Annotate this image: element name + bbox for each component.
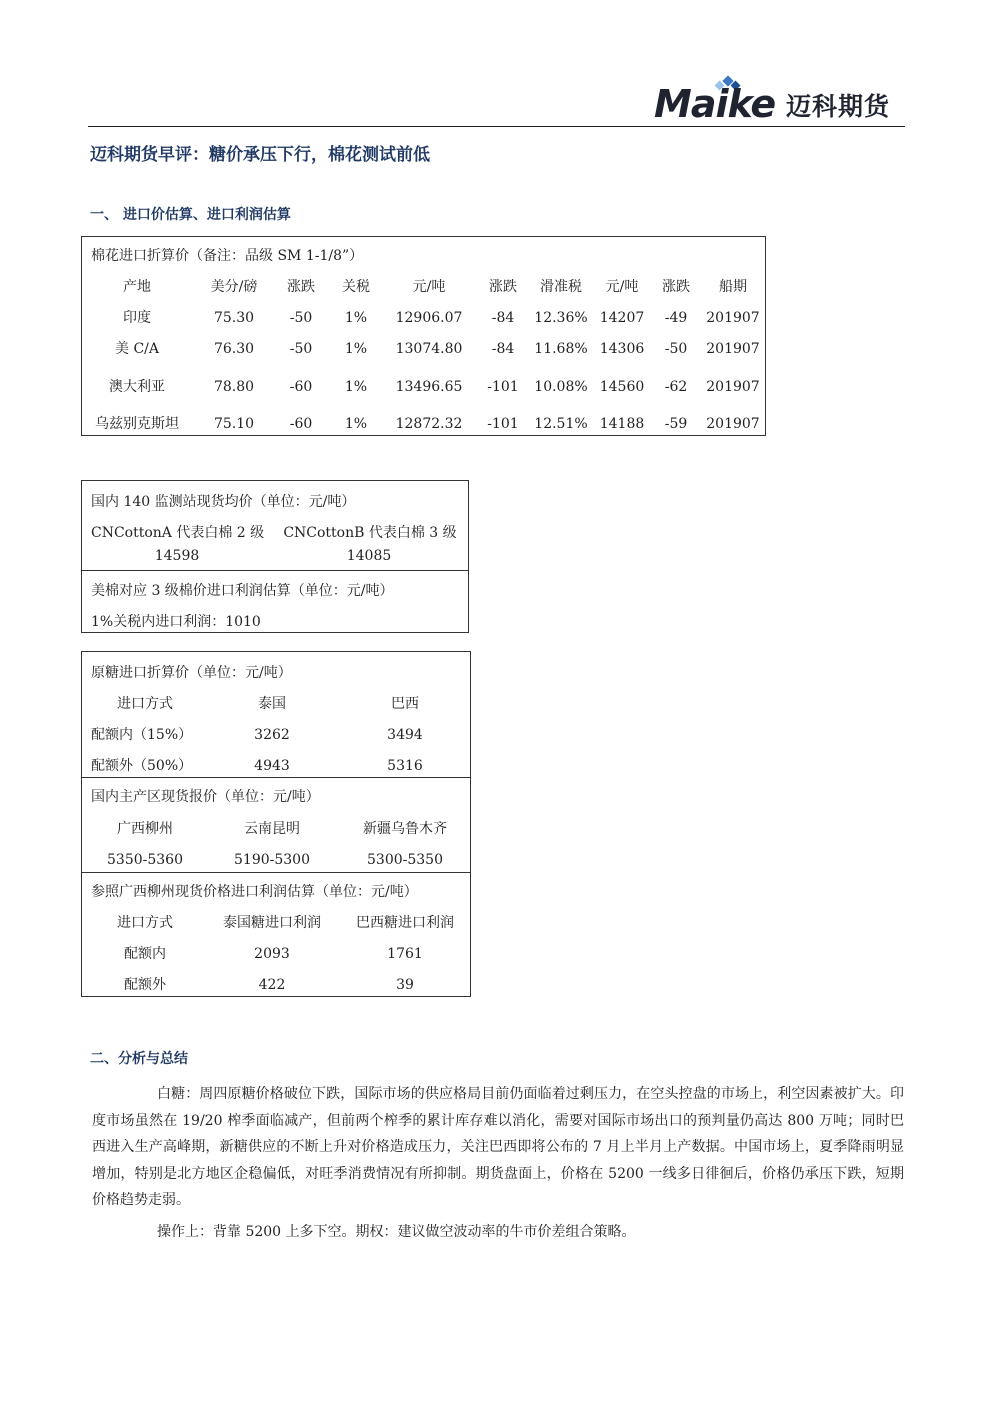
sugar-import-title: 原糖进口折算价（单位：元/吨）: [91, 665, 292, 681]
cell-tariff: 1%: [344, 379, 368, 395]
col-header-brazil-profit: 巴西糖进口利润: [356, 915, 454, 931]
col-header-yuan: 元/吨: [412, 279, 446, 295]
cell-thailand: 3262: [254, 727, 290, 743]
cncotton-b-label: CNCottonB 代表白棉 3 级: [283, 525, 457, 541]
cell-shipment: 201907: [706, 341, 760, 357]
cell-import-mode: 配额外: [124, 977, 166, 993]
col-header-shipment: 船期: [719, 279, 747, 295]
logo-wordmark: Maike: [654, 82, 776, 126]
cell-change: -50: [289, 310, 313, 326]
cell-brazil-profit: 1761: [387, 946, 423, 962]
cell-change2: -84: [491, 341, 515, 357]
sugar-spot-header-row: [82, 818, 470, 840]
section-heading-import: 一、 进口价估算、进口利润估算: [90, 207, 291, 223]
cncotton-a-value: 14598: [154, 548, 200, 564]
col-header-import-mode: 进口方式: [117, 696, 173, 712]
cell-origin: 乌兹别克斯坦: [95, 416, 179, 432]
sugar-profit-title: 参照广西柳州现货价格进口利润估算（单位：元/吨）: [91, 884, 418, 900]
cell-brazil: 5316: [387, 758, 423, 774]
col-header-brazil: 巴西: [391, 696, 419, 712]
col-header-origin: 产地: [123, 279, 151, 295]
cell-change: -60: [289, 416, 313, 432]
cell-sliding-tax: 12.36%: [534, 310, 588, 326]
cell-sliding-tax: 12.51%: [534, 416, 588, 432]
cell-origin: 澳大利亚: [109, 379, 165, 395]
table-row: [82, 376, 765, 398]
cell-change: -50: [289, 341, 313, 357]
table-row: [82, 849, 470, 871]
sugar-table: [81, 651, 471, 997]
table-row: [82, 974, 470, 996]
cell-shipment: 201907: [706, 416, 760, 432]
cell-yuan2: 14207: [599, 310, 645, 326]
cell-change3: -59: [664, 416, 688, 432]
col-header-thai-profit: 泰国糖进口利润: [223, 915, 321, 931]
cell-change2: -101: [487, 379, 519, 395]
cell-import-mode: 配额内（15%）: [91, 727, 193, 743]
col-header-thailand: 泰国: [258, 696, 286, 712]
cell-yuan2: 14188: [599, 416, 645, 432]
cell-sliding-tax: 11.68%: [534, 341, 588, 357]
cotton-import-header-row: [82, 276, 765, 298]
cell-tariff: 1%: [344, 341, 368, 357]
cell-brazil: 3494: [387, 727, 423, 743]
operation-paragraph: 操作上：背靠 5200 上多下空。期权：建议做空波动率的牛市价差组合策略。: [157, 1224, 636, 1240]
cell-sliding-tax: 10.08%: [534, 379, 588, 395]
cell-yuan2: 14560: [599, 379, 645, 395]
page-title: 迈科期货早评：糖价承压下行，棉花测试前低: [90, 145, 430, 165]
cncotton-a-label: CNCottonA 代表白棉 2 级: [91, 525, 265, 541]
domestic-cotton-table: [81, 480, 469, 633]
domestic-cotton-title: 国内 140 监测站现货均价（单位：元/吨）: [91, 494, 356, 510]
table-row: [82, 307, 765, 329]
table-row: [82, 724, 470, 746]
cell-thai-profit: 2093: [254, 946, 290, 962]
cell-import-mode: 配额内: [124, 946, 166, 962]
table-row: [82, 943, 470, 965]
cell-change3: -62: [664, 379, 688, 395]
table-row: [82, 413, 765, 435]
cell-thai-profit: 422: [258, 977, 286, 993]
cell-yuan: 13496.65: [395, 379, 463, 395]
cell-origin: 美 C/A: [115, 341, 159, 357]
cell-change2: -84: [491, 310, 515, 326]
col-header-change2: 涨跌: [489, 279, 517, 295]
cell-origin: 印度: [123, 310, 151, 326]
cell-shipment: 201907: [706, 310, 760, 326]
col-header-yunnan: 云南昆明: [244, 821, 300, 837]
cell-change3: -50: [664, 341, 688, 357]
cell-tariff: 1%: [344, 310, 368, 326]
table-row: [82, 755, 470, 777]
cell-yuan: 13074.80: [395, 341, 463, 357]
col-header-change3: 涨跌: [662, 279, 690, 295]
cell-thailand: 4943: [254, 758, 290, 774]
cell-import-mode: 配额外（50%）: [91, 758, 193, 774]
table-divider: [82, 570, 468, 571]
cell-xinjiang: 5300-5350: [367, 852, 443, 868]
cell-yunnan: 5190-5300: [234, 852, 310, 868]
cotton-import-table: [81, 236, 766, 436]
cotton-profit-value: 1%关税内进口利润：1010: [91, 614, 261, 630]
table-row: [82, 338, 765, 360]
col-header-tariff: 关税: [342, 279, 370, 295]
analysis-paragraph: 白糖：周四原糖价格破位下跌，国际市场的供应格局目前仍面临着过剩压力，在空头控盘的市场上，利空因素被扩大。印度市场虽然在 19/20 榨季面临减产，但前两个榨季的累计库存难以消化，需要对国际市场出口的预判量仍高达 800 万吨；同时巴西进入生产高峰期，新糖供应的不断上升对价格造成压力，关注巴西即将公布的 7 月上半月上产数据。中国市场上，夏季降雨明显增加，特别是北方地区企稳偏低，对旺季消费情况有所抑制。期货盘面上，价格在 5200 一线多日徘徊后，价格仍承压下跌，短期价格趋势走弱。: [92, 1086, 904, 1208]
maike-logo: [650, 74, 910, 124]
cell-tariff: 1%: [344, 416, 368, 432]
cell-change2: -101: [487, 416, 519, 432]
col-header-import-mode: 进口方式: [117, 915, 173, 931]
sugar-import-header-row: [82, 693, 470, 715]
cell-shipment: 201907: [706, 379, 760, 395]
logo-company-name: 迈科期货: [786, 92, 891, 121]
cotton-profit-title: 美棉对应 3 级棉价进口利润估算（单位：元/吨）: [91, 583, 394, 599]
cell-cents: 75.10: [213, 416, 255, 432]
cncotton-b-value: 14085: [346, 548, 392, 564]
cotton-import-title: 棉花进口折算价（备注：品级 SM 1-1/8”）: [91, 248, 364, 264]
col-header-guangxi: 广西柳州: [117, 821, 173, 837]
sugar-spot-title: 国内主产区现货报价（单位：元/吨）: [91, 789, 320, 805]
cell-cents: 76.30: [213, 341, 255, 357]
header-divider: [88, 126, 905, 127]
cell-yuan2: 14306: [599, 341, 645, 357]
section-heading-analysis: 二、分析与总结: [90, 1051, 188, 1067]
col-header-cents: 美分/磅: [210, 279, 258, 295]
col-header-yuan2: 元/吨: [605, 279, 639, 295]
cell-cents: 75.30: [213, 310, 255, 326]
col-header-sliding-tax: 滑准税: [540, 279, 582, 295]
cell-cents: 78.80: [213, 379, 255, 395]
cell-guangxi: 5350-5360: [107, 852, 183, 868]
col-header-xinjiang: 新疆乌鲁木齐: [363, 821, 447, 837]
cell-brazil-profit: 39: [396, 977, 414, 993]
cell-change: -60: [289, 379, 313, 395]
cell-change3: -49: [664, 310, 688, 326]
table-divider: [82, 777, 470, 778]
cell-yuan: 12872.32: [395, 416, 463, 432]
sugar-profit-header-row: [82, 912, 470, 934]
table-divider: [82, 872, 470, 873]
col-header-change: 涨跌: [287, 279, 315, 295]
cell-yuan: 12906.07: [395, 310, 463, 326]
